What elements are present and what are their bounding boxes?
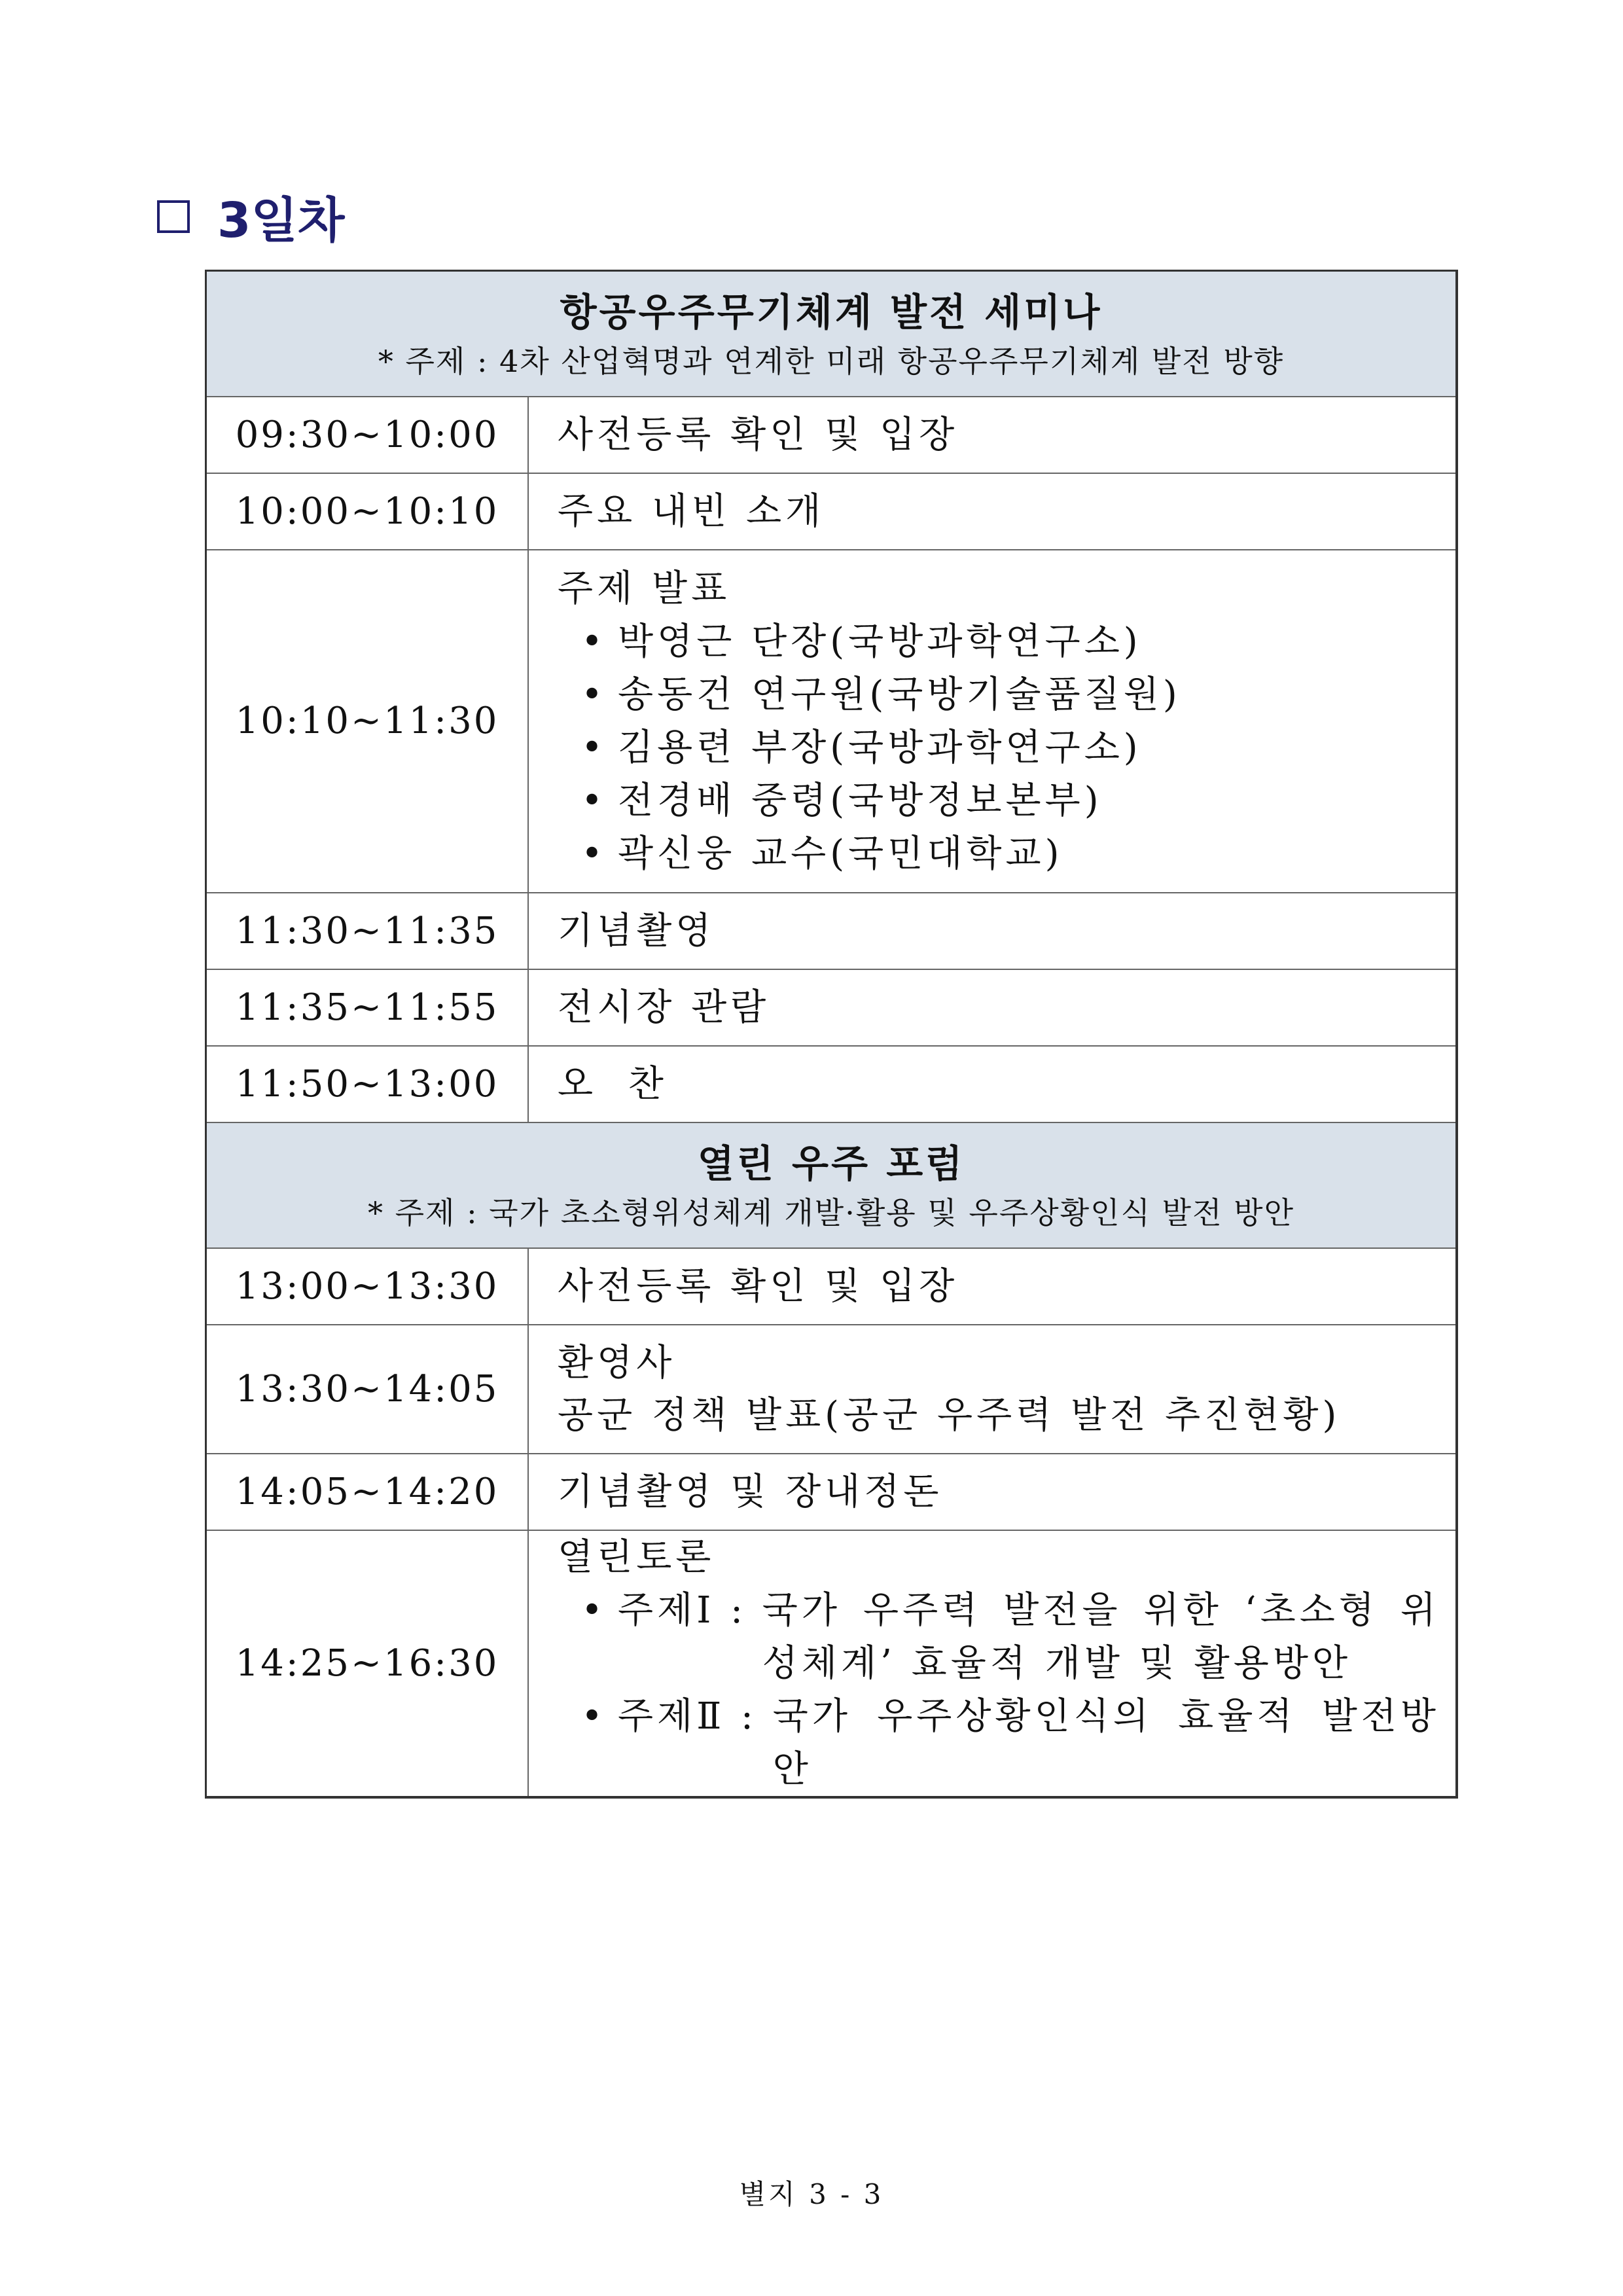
page-title [157, 182, 344, 251]
list-item [558, 721, 1455, 774]
section-header-cell [206, 1122, 1457, 1248]
bullet-icon: • [581, 620, 607, 663]
table-row [206, 969, 1457, 1046]
content-cell: 기념촬영 [528, 893, 1457, 969]
section-header-cell [206, 271, 1457, 397]
time-cell: 13:30~14:05 [206, 1325, 529, 1454]
schedule-table [205, 270, 1458, 1799]
bullet-icon: • [581, 1589, 607, 1632]
content-cell: 사전등록 확인 및 입장 [528, 1248, 1457, 1325]
page-title-text: 3일차 [217, 192, 345, 249]
list-item [558, 1584, 1440, 1690]
content-heading: 열린토론 [558, 1536, 715, 1579]
list-item [558, 1690, 1440, 1796]
list-item-text: 박영근 단장(국방과학연구소) [618, 620, 1142, 663]
content-heading: 주제 발표 [558, 567, 731, 610]
bullet-icon: • [581, 780, 607, 822]
list-item [558, 668, 1455, 721]
bullet-icon: • [581, 1695, 607, 1738]
bullet-icon: • [581, 833, 607, 875]
table-row [206, 1530, 1457, 1797]
content-line: 공군 정책 발표(공군 우주력 발전 추진현황) [558, 1393, 1341, 1437]
topic-item [618, 1690, 1440, 1796]
list-item-text: 송동건 연구원(국방기술품질원) [618, 673, 1181, 716]
table-row [206, 473, 1457, 550]
time-cell: 10:10~11:30 [206, 550, 529, 893]
table-row [206, 550, 1457, 893]
time-cell: 14:25~16:30 [206, 1530, 529, 1797]
content-cell [528, 550, 1457, 893]
table-row [206, 1248, 1457, 1325]
content-line: 환영사 [558, 1341, 676, 1384]
time-cell: 14:05~14:20 [206, 1454, 529, 1530]
time-cell: 13:00~13:30 [206, 1248, 529, 1325]
content-cell: 사전등록 확인 및 입장 [528, 397, 1457, 473]
section-subtitle: * 주제 : 4차 산업혁명과 연계한 미래 항공우주무기체계 발전 방향 [378, 343, 1285, 379]
topic-label: 주제Ⅱ : [618, 1695, 773, 1738]
time-cell: 11:35~11:55 [206, 969, 529, 1046]
content-cell: 오 찬 [528, 1046, 1457, 1122]
table-row [206, 1325, 1457, 1454]
topic-label: 주제Ⅰ : [618, 1589, 762, 1632]
content-cell: 전시장 관람 [528, 969, 1457, 1046]
content-cell [528, 1530, 1457, 1797]
time-cell: 10:00~10:10 [206, 473, 529, 550]
topic-text: 국가 우주력 발전을 위한 ‘초소형 위성체계’ 효율적 개발 및 활용방안 [762, 1589, 1440, 1685]
table-row [206, 397, 1457, 473]
section-header [206, 1122, 1457, 1248]
time-cell: 11:50~13:00 [206, 1046, 529, 1122]
topic-item [618, 1584, 1440, 1690]
section-header [206, 271, 1457, 397]
content-cell [528, 1325, 1457, 1454]
list-item [558, 774, 1455, 827]
table-row [206, 1046, 1457, 1122]
time-cell: 11:30~11:35 [206, 893, 529, 969]
checkbox-square-icon [157, 200, 190, 233]
page-footer: 별지 3 - 3 [739, 2178, 884, 2210]
topic-text: 국가 우주상황인식의 효율적 발전방안 [772, 1695, 1440, 1791]
table-row [206, 1454, 1457, 1530]
time-cell: 09:30~10:00 [206, 397, 529, 473]
list-item [558, 827, 1455, 880]
bullet-icon: • [581, 726, 607, 769]
table-row [206, 893, 1457, 969]
content-cell: 기념촬영 및 장내정돈 [528, 1454, 1457, 1530]
list-item [558, 615, 1455, 668]
list-item-text: 곽신웅 교수(국민대학교) [618, 833, 1063, 875]
list-item-text: 전경배 중령(국방정보본부) [618, 780, 1103, 822]
section-subtitle: * 주제 : 국가 초소형위성체계 개발·활용 및 우주상황인식 발전 방안 [367, 1194, 1295, 1230]
list-item-text: 김용련 부장(국방과학연구소) [618, 726, 1142, 769]
section-title: 항공우주무기체계 발전 세미나 [560, 289, 1103, 334]
bullet-icon: • [581, 673, 607, 716]
content-cell: 주요 내빈 소개 [528, 473, 1457, 550]
section-title: 열린 우주 포럼 [697, 1141, 965, 1186]
